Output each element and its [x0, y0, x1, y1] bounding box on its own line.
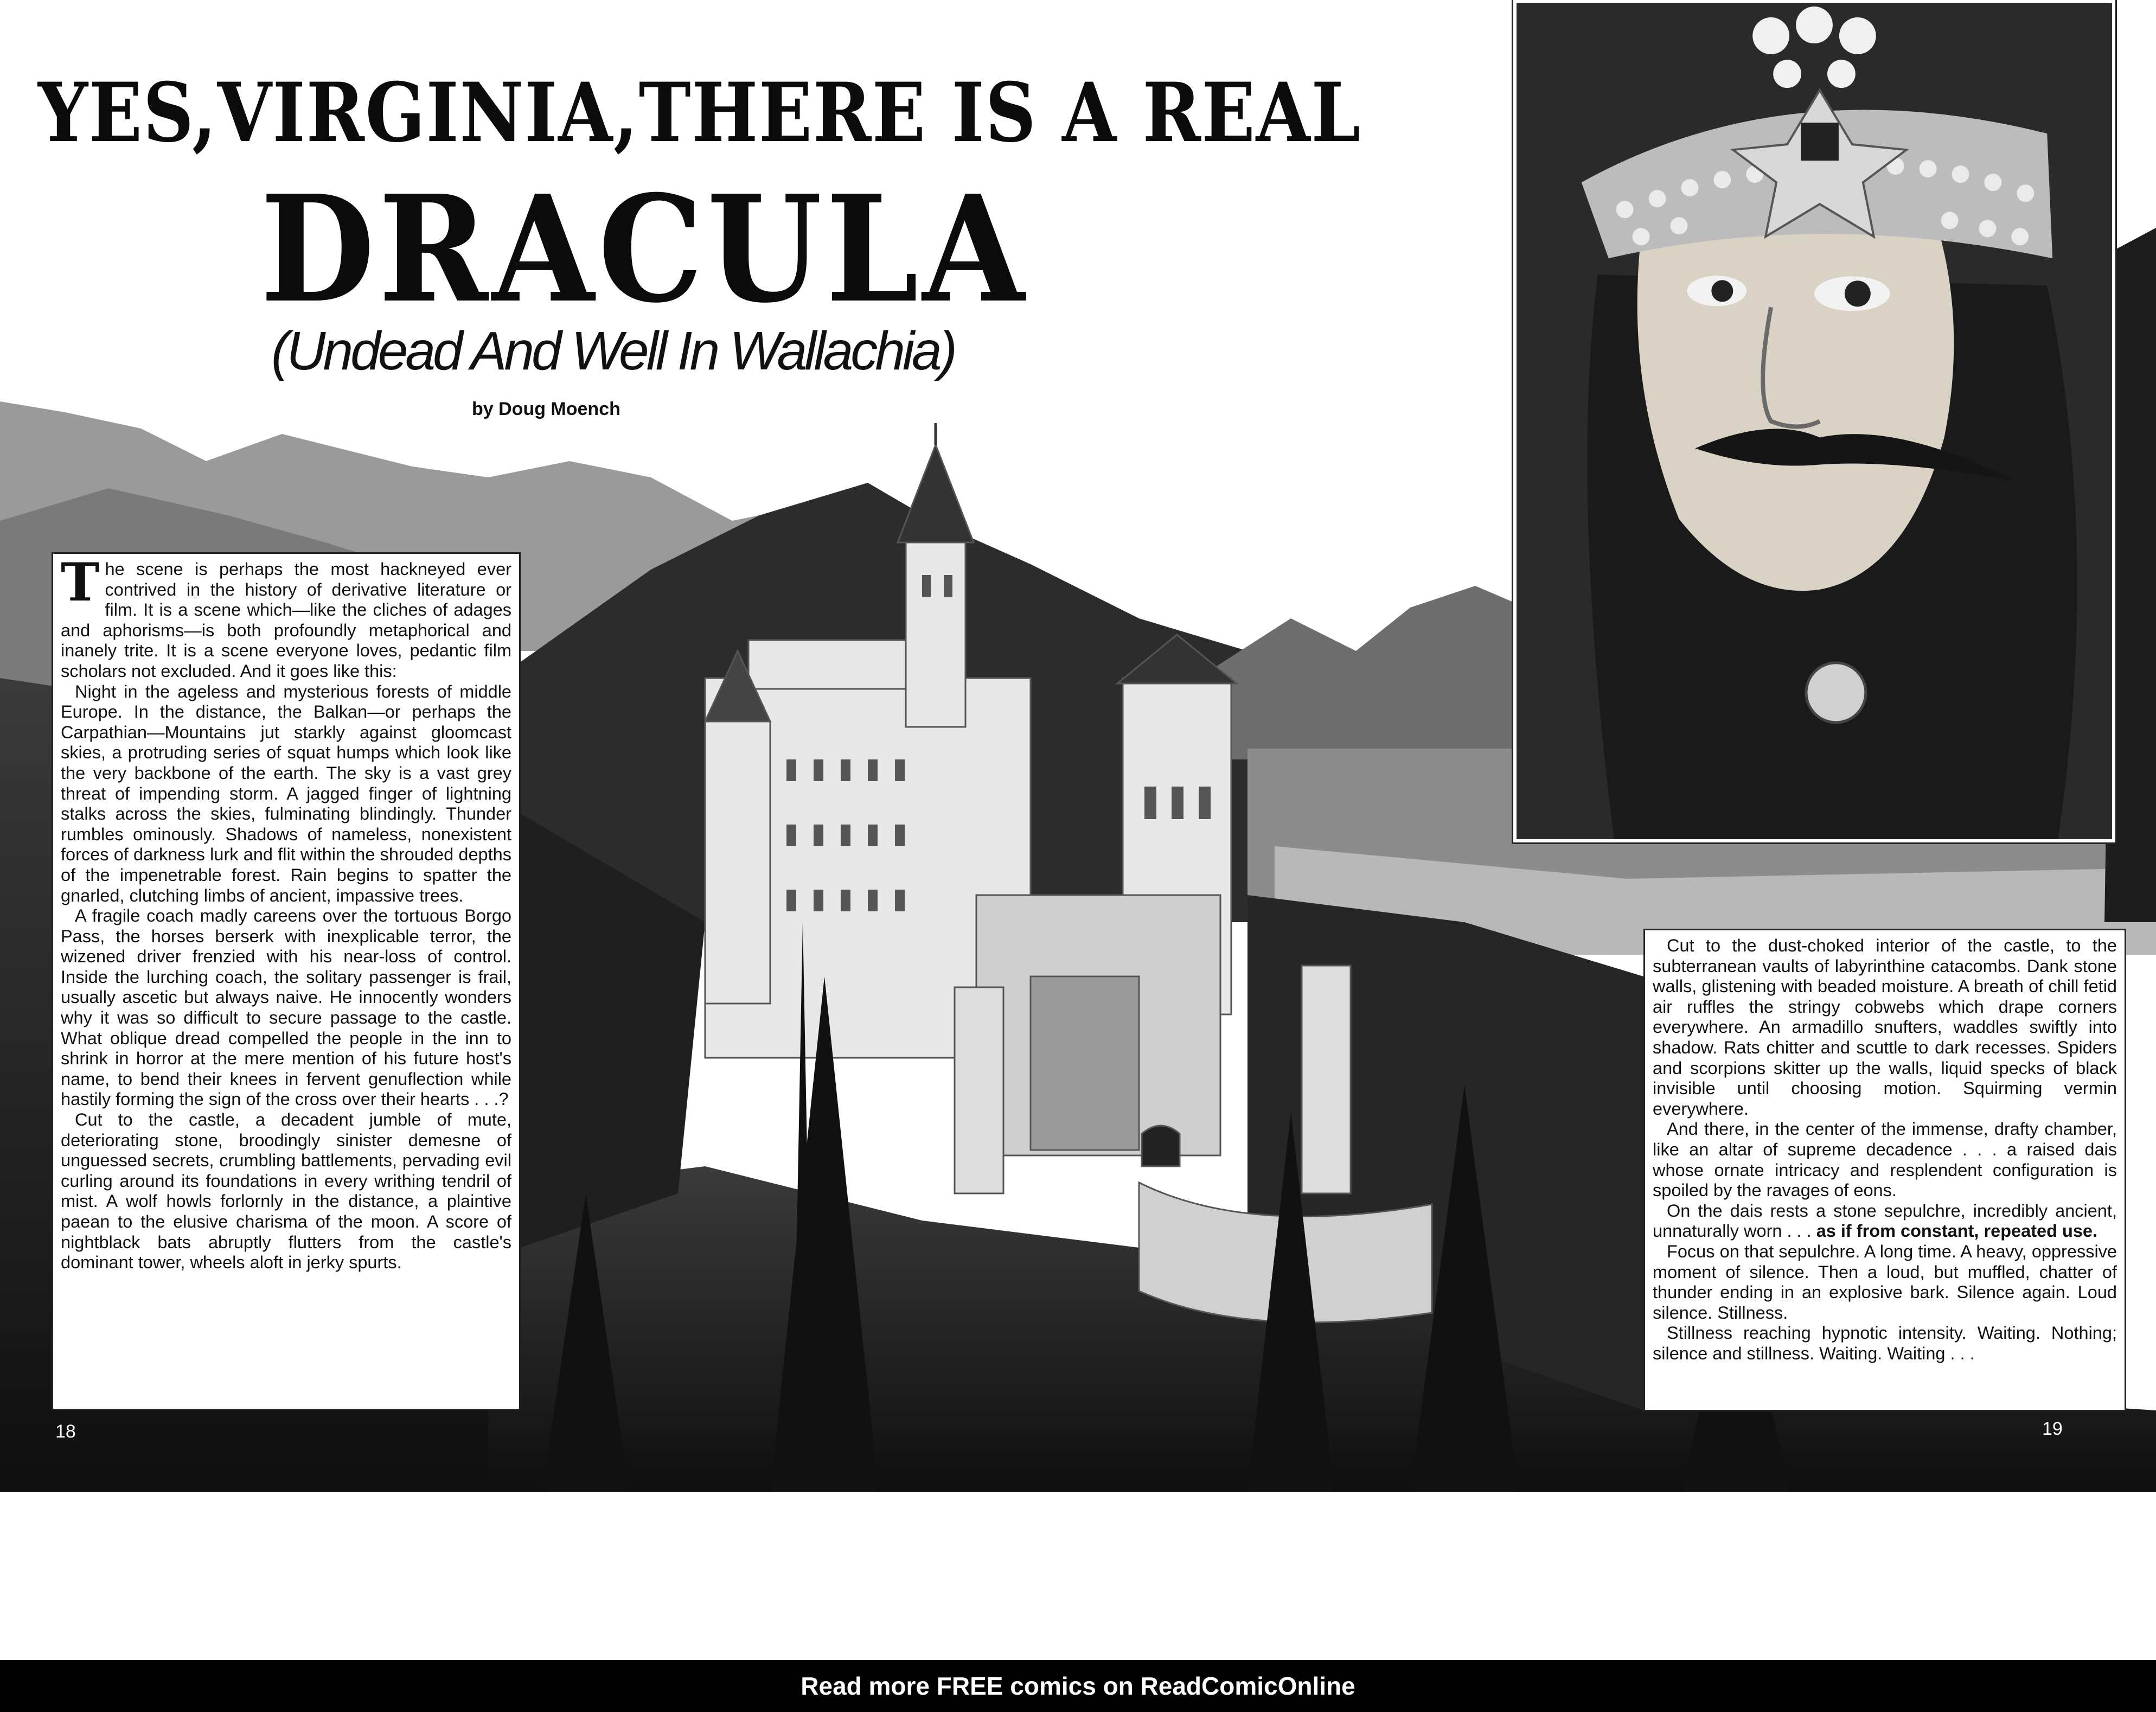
article-paragraph: Night in the ageless and mysterious forests of middle Europe. In the distance, the Balkan—or perhaps the Carpathian—Mountains jut starkly against gloomcast skies, a protruding series of squat humps which look like the very backbone of the earth. The sky is a vast grey threat of impending storm. A jagged finger of lightning stalks across the skies, fulminating blindingly. Thunder rumbles ominously. Shadows of nameless, nonexistent forces of darkness lurk and flit within the shrouded depths of the impenetrable forest. Rain begins to spatter the gnarled, clutching limbs of ancient, impassive trees. [61, 681, 511, 905]
article-paragraph: A fragile coach madly careens over the tortuous Borgo Pass, the horses berserk with inexplicable terror, the wizened driver frenzied with his near-loss of control. Inside the lurching coach, the solitary passenger is frail, usually ascetic but always naive. He innocently wonders why it was so difficult to secure passage to the castle. What oblique dread compelled the people in the inn to shrink in horror at the mere mention of his future host's name, to bend their knees in fervent genuflection while hastily forming the sign of the cross over their hearts . . .? [61, 906, 511, 1109]
footer-link-text[interactable]: Read more FREE comics on ReadComicOnline [801, 1672, 1355, 1700]
portrait-illustration [1517, 3, 2112, 839]
article-paragraph: Focus on that sepulchre. A long time. A heavy, oppressive moment of silence. Then a loud, but muffled, chatter of thunder ending in an explosive bark. Silence again. Loud silence. Stillness. [1653, 1241, 2117, 1323]
headline-title: DRACULA [260, 163, 1029, 335]
headline-subtitle: (Undead And Well In Wallachia) [271, 321, 955, 381]
article-paragraph: The scene is perhaps the most hackneyed ever contrived in the history of derivative literature or film. It is a scene which—like the cliches of adages and aphorisms—is both profoundly metaphorical and inanely trite. It is a scene everyone loves, pedantic film scholars not excluded. And it goes like this: [61, 552, 511, 681]
emphasis-text: as if from constant, repeated use. [1816, 1221, 2098, 1241]
byline: by Doug Moench [472, 399, 620, 419]
article-paragraph: Stillness reaching hypnotic intensity. Waiting. Nothing; silence and stillness. Waiting. Waiting . . . [1653, 1323, 2117, 1363]
page-number-left: 18 [55, 1421, 76, 1442]
page-number-right: 19 [2042, 1419, 2063, 1439]
footer-banner[interactable] [0, 1660, 2156, 1712]
article-paragraph: And there, in the center of the immense, drafty chamber, like an altar of supreme decadence . . . a raised dais whose ornate intricacy and resplendent configuration is spoiled by the ravages of eons. [1653, 1119, 2117, 1200]
article-paragraph: On the dais rests a stone sepulchre, incredibly ancient, unnaturally worn . . . as if from constant, repeated use. [1653, 1200, 2117, 1241]
article-paragraph: Cut to the dust-choked interior of the castle, to the subterranean vaults of labyrinthine catacombs. Dank stone walls, glistening with beaded moisture. A breath of chill fetid air ruffles the stringy cobwebs which drape corners everywhere. An armadillo snufters, waddles swiftly into shadow. Rats chitter and scuttle to dark recesses. Spiders and scorpions skitter up the walls, liquid specks of black invisible until choosing motion. Squirming vermin everywhere. [1653, 936, 2117, 1119]
article-paragraph: Cut to the castle, a decadent jumble of mute, deteriorating stone, broodingly sinister demesne of unguessed secrets, crumbling battlements, pervading evil curling around its foundations in every writhing tendril of mist. A wolf howls forlornly in the distance, a plaintive paean to the elusive charisma of the moon. A score of nightblack bats abruptly flutters from the castle's dominant tower, wheels aloft in jerky spurts. [61, 1110, 511, 1273]
headline-line-1: YES,VIRGINIA,THERE IS A REAL [38, 65, 1361, 161]
drop-cap: T [61, 552, 100, 613]
article-column-right [1643, 929, 2126, 1411]
article-column-left [52, 552, 521, 1410]
vlad-portrait-image [1513, 0, 2115, 842]
